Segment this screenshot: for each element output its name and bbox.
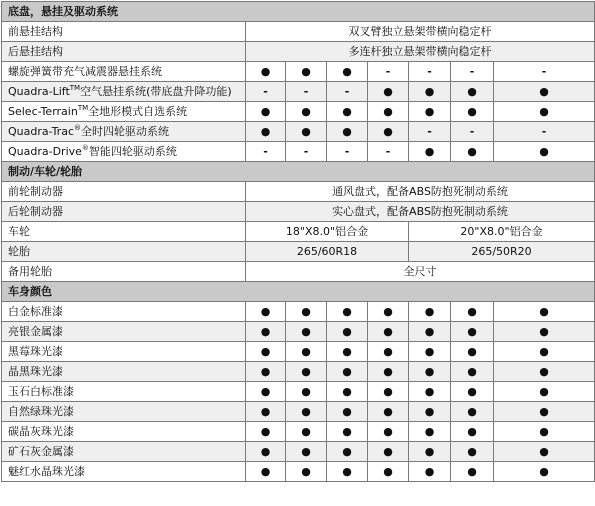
- not-available-dash: -: [246, 82, 286, 102]
- row-label: 后轮制动器: [2, 202, 246, 222]
- standard-dot-icon: ●: [409, 102, 451, 122]
- standard-dot-icon: ●: [451, 382, 494, 402]
- standard-dot-icon: ●: [327, 102, 368, 122]
- row-value: 双叉臂独立悬架带横向稳定杆: [246, 22, 595, 42]
- section-row-chassis: [2, 2, 595, 22]
- standard-dot-icon: ●: [246, 462, 286, 482]
- standard-dot-icon: ●: [409, 342, 451, 362]
- spec-row-coil-spring: [2, 62, 595, 82]
- label-suffix: 空气悬挂系统(带底盘升降功能): [80, 85, 232, 98]
- spec-row-quadra-trac: [2, 122, 595, 142]
- registered-mark: ®: [74, 124, 81, 132]
- standard-dot-icon: ●: [327, 402, 368, 422]
- spec-row-spare-tire: [2, 262, 595, 282]
- standard-dot-icon: ●: [451, 362, 494, 382]
- row-value-20in: 265/50R20: [409, 242, 595, 262]
- standard-dot-icon: ●: [327, 422, 368, 442]
- spec-row-color: [2, 362, 595, 382]
- row-label: 晶黑珠光漆: [2, 362, 246, 382]
- spec-row-color: [2, 382, 595, 402]
- standard-dot-icon: ●: [494, 82, 595, 102]
- standard-dot-icon: ●: [368, 82, 409, 102]
- standard-dot-icon: ●: [286, 442, 327, 462]
- standard-dot-icon: ●: [494, 302, 595, 322]
- row-label: 备用轮胎: [2, 262, 246, 282]
- section-title-chassis: 底盘，悬挂及驱动系统: [2, 2, 595, 22]
- standard-dot-icon: ●: [409, 402, 451, 422]
- not-available-dash: -: [368, 62, 409, 82]
- standard-dot-icon: ●: [368, 322, 409, 342]
- label-main: Quadra-Trac: [8, 125, 74, 138]
- spec-row-color: [2, 302, 595, 322]
- spec-row-color: [2, 402, 595, 422]
- row-label: 前悬挂结构: [2, 22, 246, 42]
- standard-dot-icon: ●: [409, 422, 451, 442]
- standard-dot-icon: ●: [451, 422, 494, 442]
- standard-dot-icon: ●: [409, 142, 451, 162]
- standard-dot-icon: ●: [286, 402, 327, 422]
- standard-dot-icon: ●: [327, 342, 368, 362]
- standard-dot-icon: ●: [451, 302, 494, 322]
- standard-dot-icon: ●: [409, 302, 451, 322]
- spec-row-rear-suspension: [2, 42, 595, 62]
- standard-dot-icon: ●: [327, 442, 368, 462]
- standard-dot-icon: ●: [246, 422, 286, 442]
- standard-dot-icon: ●: [327, 322, 368, 342]
- standard-dot-icon: ●: [286, 342, 327, 362]
- standard-dot-icon: ●: [246, 102, 286, 122]
- standard-dot-icon: ●: [494, 402, 595, 422]
- not-available-dash: -: [409, 62, 451, 82]
- standard-dot-icon: ●: [286, 362, 327, 382]
- row-label: 黑莓珠光漆: [2, 342, 246, 362]
- standard-dot-icon: ●: [409, 382, 451, 402]
- not-available-dash: -: [409, 122, 451, 142]
- standard-dot-icon: ●: [286, 382, 327, 402]
- trademark-mark: TM: [77, 104, 89, 112]
- row-label: 玉石白标准漆: [2, 382, 246, 402]
- row-value-18in: 265/60R18: [246, 242, 409, 262]
- spec-row-rear-brake: [2, 202, 595, 222]
- standard-dot-icon: ●: [286, 102, 327, 122]
- standard-dot-icon: ●: [286, 62, 327, 82]
- standard-dot-icon: ●: [368, 462, 409, 482]
- spec-row-color: [2, 442, 595, 462]
- row-value: 通风盘式，配备ABS防抱死制动系统: [246, 182, 595, 202]
- spec-row-color: [2, 462, 595, 482]
- label-suffix: 全时四轮驱动系统: [81, 125, 169, 138]
- spec-row-color: [2, 322, 595, 342]
- standard-dot-icon: ●: [494, 422, 595, 442]
- standard-dot-icon: ●: [494, 322, 595, 342]
- not-available-dash: -: [451, 62, 494, 82]
- standard-dot-icon: ●: [409, 322, 451, 342]
- not-available-dash: -: [368, 142, 409, 162]
- standard-dot-icon: ●: [246, 62, 286, 82]
- standard-dot-icon: ●: [246, 302, 286, 322]
- row-label: 亮银金属漆: [2, 322, 246, 342]
- standard-dot-icon: ●: [327, 62, 368, 82]
- section-title-colors: 车身颜色: [2, 282, 595, 302]
- standard-dot-icon: ●: [409, 442, 451, 462]
- not-available-dash: -: [327, 82, 368, 102]
- standard-dot-icon: ●: [327, 462, 368, 482]
- standard-dot-icon: ●: [327, 362, 368, 382]
- spec-row-quadra-drive: [2, 142, 595, 162]
- standard-dot-icon: ●: [409, 82, 451, 102]
- standard-dot-icon: ●: [246, 362, 286, 382]
- not-available-dash: -: [246, 142, 286, 162]
- registered-mark: ®: [81, 144, 89, 152]
- trademark-mark: TM: [69, 84, 81, 92]
- row-label: 后悬挂结构: [2, 42, 246, 62]
- spec-row-selec-terrain: [2, 102, 595, 122]
- section-row-colors: [2, 282, 595, 302]
- standard-dot-icon: ●: [494, 362, 595, 382]
- standard-dot-icon: ●: [368, 102, 409, 122]
- standard-dot-icon: ●: [368, 382, 409, 402]
- standard-dot-icon: ●: [451, 142, 494, 162]
- standard-dot-icon: ●: [494, 102, 595, 122]
- row-value-18in: 18"X8.0"铝合金: [246, 222, 409, 242]
- not-available-dash: -: [286, 142, 327, 162]
- not-available-dash: -: [494, 122, 595, 142]
- row-label: 前轮制动器: [2, 182, 246, 202]
- not-available-dash: -: [451, 122, 494, 142]
- standard-dot-icon: ●: [327, 302, 368, 322]
- label-suffix: 全地形模式自选系统: [88, 105, 188, 118]
- not-available-dash: -: [494, 62, 595, 82]
- standard-dot-icon: ●: [368, 302, 409, 322]
- standard-dot-icon: ●: [246, 322, 286, 342]
- standard-dot-icon: ●: [368, 362, 409, 382]
- standard-dot-icon: ●: [409, 362, 451, 382]
- standard-dot-icon: ●: [451, 462, 494, 482]
- label-main: Selec-Terrain: [8, 105, 78, 118]
- standard-dot-icon: ●: [451, 102, 494, 122]
- not-available-dash: -: [327, 142, 368, 162]
- section-row-brakes: [2, 162, 595, 182]
- spec-row-tires: [2, 242, 595, 262]
- standard-dot-icon: ●: [451, 342, 494, 362]
- standard-dot-icon: ●: [494, 462, 595, 482]
- not-available-dash: -: [286, 82, 327, 102]
- row-label: 矿石灰金属漆: [2, 442, 246, 462]
- standard-dot-icon: ●: [286, 302, 327, 322]
- row-label: 魅红水晶珠光漆: [2, 462, 246, 482]
- row-label: [2, 142, 246, 162]
- standard-dot-icon: ●: [246, 342, 286, 362]
- row-label: [2, 122, 246, 142]
- standard-dot-icon: ●: [368, 402, 409, 422]
- standard-dot-icon: ●: [451, 442, 494, 462]
- row-label: 自然绿珠光漆: [2, 402, 246, 422]
- standard-dot-icon: ●: [451, 402, 494, 422]
- standard-dot-icon: ●: [368, 122, 409, 142]
- row-value-20in: 20"X8.0"铝合金: [409, 222, 595, 242]
- standard-dot-icon: ●: [368, 422, 409, 442]
- standard-dot-icon: ●: [286, 322, 327, 342]
- standard-dot-icon: ●: [246, 442, 286, 462]
- standard-dot-icon: ●: [286, 462, 327, 482]
- row-value: 全尺寸: [246, 262, 595, 282]
- standard-dot-icon: ●: [494, 142, 595, 162]
- row-value: 多连杆独立悬架带横向稳定杆: [246, 42, 595, 62]
- spec-table: [1, 1, 595, 482]
- section-title-brakes: 制动/车轮/轮胎: [2, 162, 595, 182]
- standard-dot-icon: ●: [246, 382, 286, 402]
- standard-dot-icon: ●: [494, 342, 595, 362]
- label-suffix: 智能四轮驱动系统: [88, 145, 177, 158]
- spec-row-front-suspension: [2, 22, 595, 42]
- spec-row-color: [2, 422, 595, 442]
- standard-dot-icon: ●: [246, 122, 286, 142]
- standard-dot-icon: ●: [327, 122, 368, 142]
- spec-row-quadra-lift: [2, 82, 595, 102]
- row-label: [2, 82, 246, 102]
- standard-dot-icon: ●: [286, 122, 327, 142]
- row-label: 碳晶灰珠光漆: [2, 422, 246, 442]
- standard-dot-icon: ●: [327, 382, 368, 402]
- standard-dot-icon: ●: [451, 82, 494, 102]
- spec-row-front-brake: [2, 182, 595, 202]
- standard-dot-icon: ●: [494, 382, 595, 402]
- row-label: 螺旋弹簧带充气减震器悬挂系统: [2, 62, 246, 82]
- standard-dot-icon: ●: [368, 342, 409, 362]
- standard-dot-icon: ●: [246, 402, 286, 422]
- row-label: [2, 102, 246, 122]
- standard-dot-icon: ●: [286, 422, 327, 442]
- standard-dot-icon: ●: [494, 442, 595, 462]
- standard-dot-icon: ●: [368, 442, 409, 462]
- label-main: Quadra-Lift: [8, 85, 70, 98]
- row-label: 车轮: [2, 222, 246, 242]
- spec-row-wheels: [2, 222, 595, 242]
- standard-dot-icon: ●: [451, 322, 494, 342]
- row-label: 轮胎: [2, 242, 246, 262]
- row-label: 白金标准漆: [2, 302, 246, 322]
- standard-dot-icon: ●: [409, 462, 451, 482]
- spec-row-color: [2, 342, 595, 362]
- label-main: Quadra-Drive: [8, 145, 82, 158]
- row-value: 实心盘式，配备ABS防抱死制动系统: [246, 202, 595, 222]
